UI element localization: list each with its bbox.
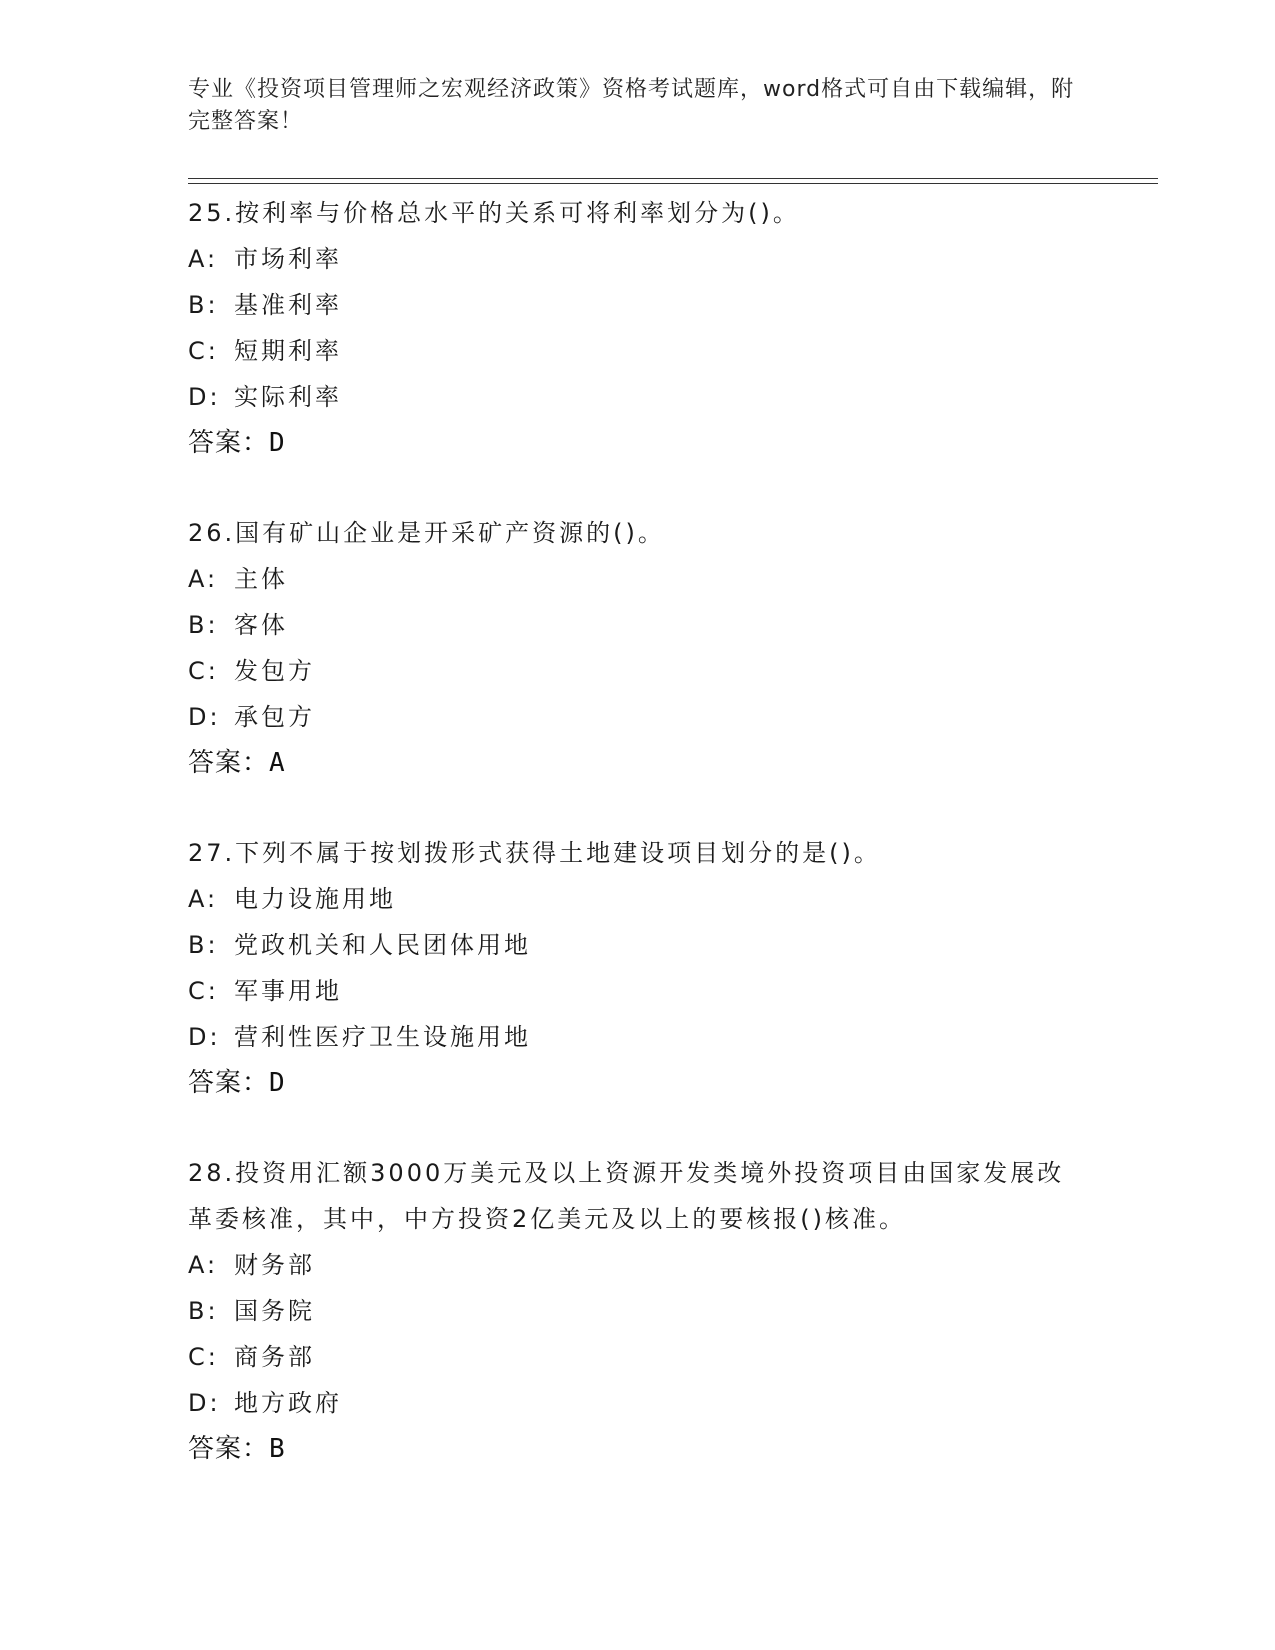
option-c [188, 328, 1088, 374]
answer-line [188, 740, 1088, 786]
option-text: 营利性医疗卫生设施用地 [234, 1023, 531, 1051]
document-header: 专业《投资项目管理师之宏观经济政策》资格考试题库，word格式可自由下载编辑，附完整答案！ [188, 77, 1075, 134]
option-key: D: [188, 703, 221, 731]
answer-label: 答案： [188, 1434, 270, 1464]
option-key: B: [188, 1297, 219, 1325]
option-text: 市场利率 [234, 245, 342, 273]
answer-line [188, 1426, 1088, 1472]
option-text: 财务部 [234, 1251, 315, 1279]
option-text: 电力设施用地 [234, 885, 396, 913]
option-key: A: [188, 885, 219, 913]
answer-label: 答案： [188, 748, 270, 778]
option-text: 承包方 [234, 703, 315, 731]
answer-label: 答案： [188, 1068, 270, 1098]
question-27 [188, 830, 1088, 1106]
option-text: 短期利率 [234, 337, 342, 365]
answer-line [188, 420, 1088, 466]
option-text: 发包方 [234, 657, 315, 685]
option-text: 地方政府 [234, 1389, 342, 1417]
option-a [188, 1242, 1088, 1288]
option-key: C: [188, 977, 219, 1005]
question-stem: 26.国有矿山企业是开采矿产资源的()。 [188, 519, 665, 547]
option-d [188, 1014, 1088, 1060]
option-a [188, 876, 1088, 922]
question-28 [188, 1150, 1088, 1472]
option-text: 国务院 [234, 1297, 315, 1325]
option-key: A: [188, 565, 219, 593]
option-key: C: [188, 657, 219, 685]
option-text: 客体 [234, 611, 288, 639]
option-key: C: [188, 1343, 219, 1371]
option-key: D: [188, 1023, 221, 1051]
question-stem: 25.按利率与价格总水平的关系可将利率划分为()。 [188, 199, 800, 227]
header-divider [188, 178, 1158, 179]
question-stem: 28.投资用汇额3000万美元及以上资源开发类境外投资项目由国家发展改革委核准，其中，中方投资2亿美元及以上的要核报()核准。 [188, 1159, 1065, 1233]
answer-value: A [269, 748, 286, 778]
option-a [188, 556, 1088, 602]
option-c [188, 968, 1088, 1014]
option-text: 军事用地 [234, 977, 342, 1005]
option-key: B: [188, 931, 219, 959]
option-d [188, 694, 1088, 740]
option-key: C: [188, 337, 219, 365]
option-b [188, 922, 1088, 968]
option-d [188, 374, 1088, 420]
answer-value: B [269, 1434, 286, 1464]
option-key: A: [188, 245, 219, 273]
option-text: 主体 [234, 565, 288, 593]
option-a [188, 236, 1088, 282]
answer-value: D [269, 428, 286, 458]
option-key: B: [188, 611, 219, 639]
option-c [188, 1334, 1088, 1380]
answer-line [188, 1060, 1088, 1106]
question-list [188, 190, 1088, 1516]
option-text: 基准利率 [234, 291, 342, 319]
answer-label: 答案： [188, 428, 270, 458]
answer-value: D [269, 1068, 286, 1098]
question-stem: 27.下列不属于按划拨形式获得土地建设项目划分的是()。 [188, 839, 881, 867]
option-text: 党政机关和人民团体用地 [234, 931, 531, 959]
option-key: D: [188, 1389, 221, 1417]
option-d [188, 1380, 1088, 1426]
option-c [188, 648, 1088, 694]
option-b [188, 602, 1088, 648]
option-b [188, 1288, 1088, 1334]
question-26 [188, 510, 1088, 786]
option-text: 实际利率 [234, 383, 342, 411]
header-divider-second [188, 183, 1158, 184]
option-key: B: [188, 291, 219, 319]
option-key: D: [188, 383, 221, 411]
option-text: 商务部 [234, 1343, 315, 1371]
option-key: A: [188, 1251, 219, 1279]
option-b [188, 282, 1088, 328]
question-25 [188, 190, 1088, 466]
